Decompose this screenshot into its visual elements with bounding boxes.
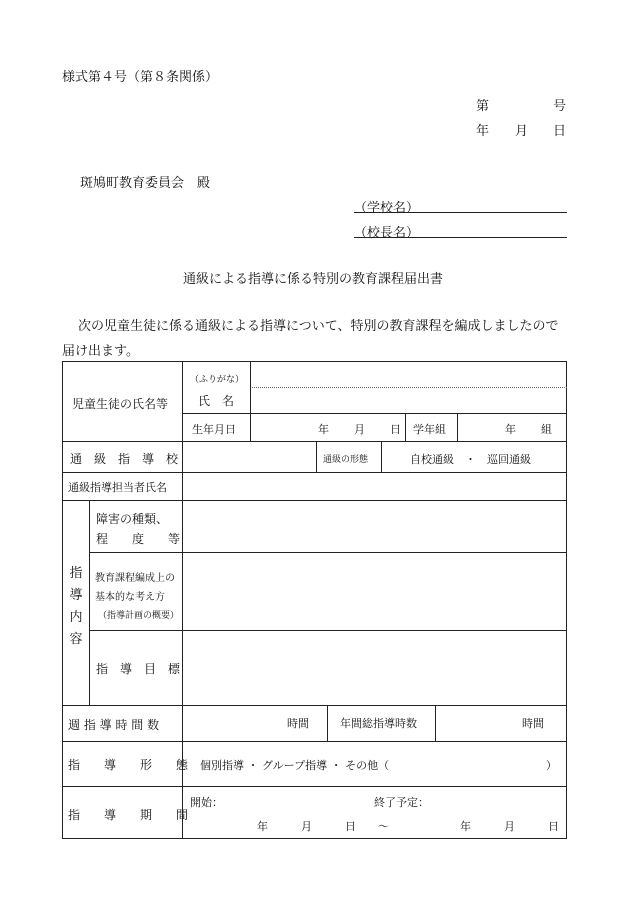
date-year: 年 bbox=[476, 124, 490, 139]
grade-suffix: 年 bbox=[505, 423, 516, 436]
end-label: 終了予定： bbox=[374, 796, 429, 809]
birth-month: 月 bbox=[354, 423, 365, 436]
start-date: 年 月 日 〜 bbox=[257, 820, 389, 833]
school-label: 通 級 指 導 校 bbox=[70, 452, 179, 466]
guidance-form-options: 個別指導 ・ グループ指導 ・ その他（ bbox=[200, 759, 390, 772]
grade-class-label: 学年組 bbox=[413, 423, 446, 436]
start-label: 開始： bbox=[190, 796, 223, 809]
doc-number-label: 第 bbox=[476, 99, 490, 114]
form-type-label: 通級の形態 bbox=[323, 455, 369, 465]
end-date: 年 月 日 bbox=[460, 820, 559, 833]
birthdate-label: 生年月日 bbox=[192, 423, 236, 436]
curriculum-label-line1: 教育課程編成上の bbox=[95, 573, 175, 584]
furigana-label: （ふりがな） bbox=[190, 375, 245, 385]
birth-day: 日 bbox=[390, 423, 401, 436]
principal-name-underline bbox=[354, 237, 567, 238]
class-suffix: 組 bbox=[541, 423, 552, 436]
intro-line-1: 次の児童生徒に係る通級による指導について、特別の教育課程を編成しましたので bbox=[78, 319, 559, 334]
student-name-label: 児童生徒の氏名等 bbox=[72, 397, 169, 411]
principal-name-label: （校長名） bbox=[354, 226, 420, 241]
annual-hours-suffix: 時間 bbox=[522, 717, 544, 730]
school-name-label: （学校名） bbox=[354, 201, 420, 216]
goal-label: 指 導 目 標 bbox=[96, 662, 181, 676]
annual-hours-label: 年間総指導時数 bbox=[340, 717, 417, 730]
curriculum-label-line2: 基本的な考え方 bbox=[95, 592, 165, 603]
addressee: 斑鳩町教育委員会 殿 bbox=[80, 176, 211, 191]
disability-label-line1: 障害の種類、 bbox=[96, 512, 169, 526]
form-type-options: 自校通級 ・ 巡回通級 bbox=[410, 453, 531, 466]
guidance-form-close: ） bbox=[546, 759, 557, 772]
document-title: 通級による指導に係る特別の教育課程届出書 bbox=[183, 272, 444, 287]
guidance-form-label: 指 導 形 態 bbox=[68, 758, 189, 772]
teacher-label: 通級指導担当者氏名 bbox=[68, 481, 167, 494]
curriculum-label-line3: （指導計画の概要） bbox=[98, 611, 180, 621]
guidance-content-label: 指導内容 bbox=[69, 566, 83, 647]
date-month: 月 bbox=[515, 124, 529, 139]
intro-line-2: 届け出ます。 bbox=[62, 344, 139, 359]
school-name-underline bbox=[354, 212, 567, 213]
weekly-hours-label: 週 指 導 時 間 数 bbox=[68, 718, 160, 732]
doc-number-suffix: 号 bbox=[553, 99, 567, 114]
form-number: 様式第４号（第８条関係） bbox=[62, 70, 219, 85]
birth-year: 年 bbox=[318, 423, 329, 436]
name-label: 氏 名 bbox=[198, 394, 235, 408]
disability-label-line2: 程 度 等 bbox=[96, 532, 181, 546]
weekly-hours-suffix: 時間 bbox=[287, 717, 309, 730]
period-label: 指 導 期 間 bbox=[68, 808, 189, 822]
date-day: 日 bbox=[553, 124, 567, 139]
